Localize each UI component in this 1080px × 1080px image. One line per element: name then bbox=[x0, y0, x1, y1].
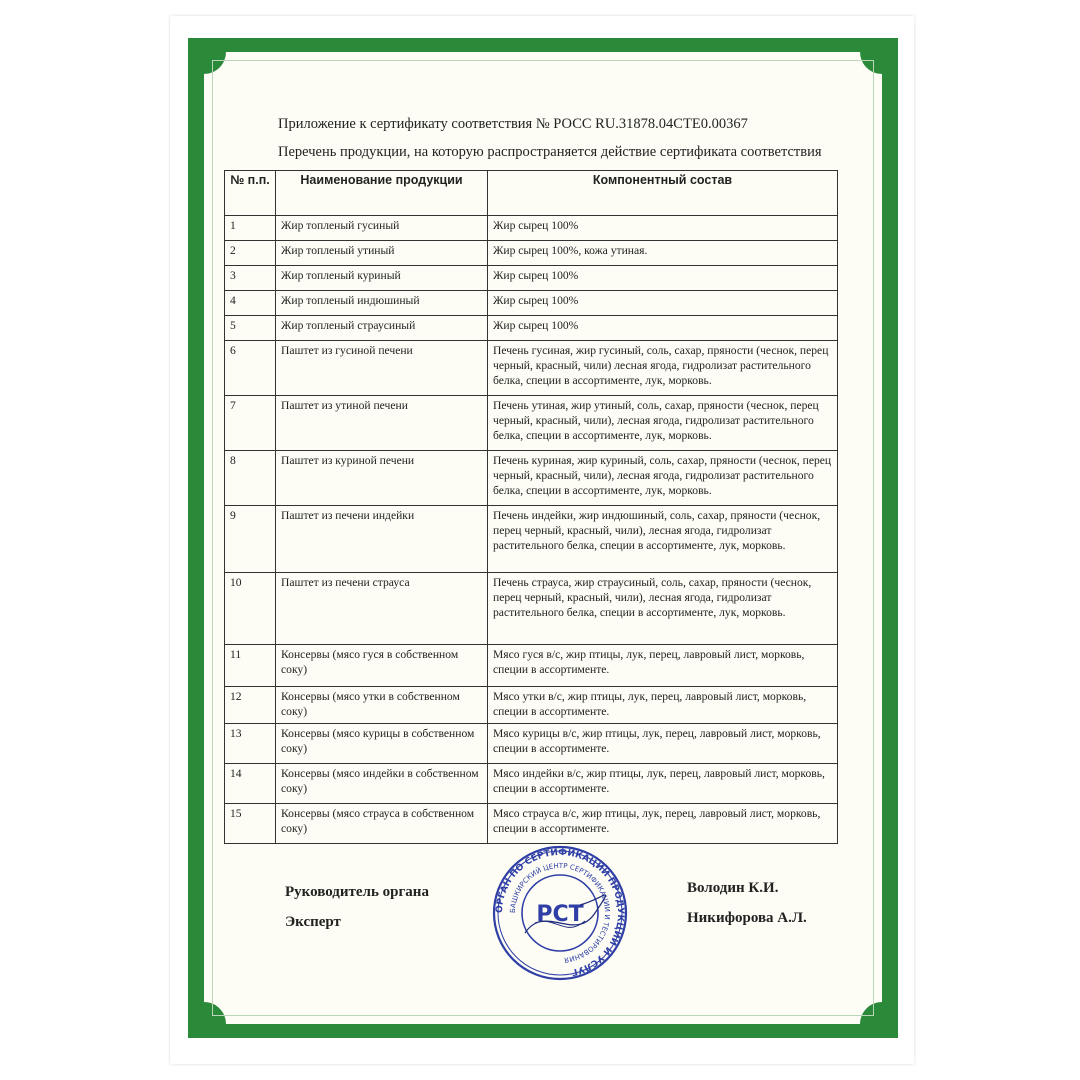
product-name-cell: Паштет из куриной печени bbox=[276, 451, 488, 506]
row-number-cell: 11 bbox=[225, 645, 276, 687]
row-number-cell: 4 bbox=[225, 291, 276, 316]
product-name-cell: Паштет из гусиной печени bbox=[276, 341, 488, 396]
row-number-cell: 10 bbox=[225, 573, 276, 645]
table-row bbox=[225, 724, 838, 764]
composition-cell: Жир сырец 100% bbox=[488, 291, 838, 316]
product-name-cell: Консервы (мясо курицы в собственном соку) bbox=[276, 724, 488, 764]
column-header-number: № п.п. bbox=[225, 171, 276, 216]
product-name-cell: Паштет из печени индейки bbox=[276, 506, 488, 573]
product-name-cell: Жир топленый индюшиный bbox=[276, 291, 488, 316]
row-number-cell: 7 bbox=[225, 396, 276, 451]
table-row bbox=[225, 341, 838, 396]
row-number-cell: 15 bbox=[225, 804, 276, 844]
composition-cell: Печень куриная, жир куриный, соль, сахар, пряности (чеснок, перец черный, красный, чили), лесная ягода, гидролизат растительного белка, специи в ассортименте, лук, морковь. bbox=[488, 451, 838, 506]
composition-cell: Печень индейки, жир индюшиный, соль, сахар, пряности (чеснок, перец черный, красный, чили), лесная ягода, гидролизат растительного белка, специи в ассортименте, лук, морковь. bbox=[488, 506, 838, 573]
table-row bbox=[225, 451, 838, 506]
product-name-cell: Паштет из печени страуса bbox=[276, 573, 488, 645]
composition-cell: Жир сырец 100% bbox=[488, 266, 838, 291]
table-row bbox=[225, 241, 838, 266]
row-number-cell: 6 bbox=[225, 341, 276, 396]
product-name-cell: Жир топленый куриный bbox=[276, 266, 488, 291]
product-name-cell: Консервы (мясо гуся в собственном соку) bbox=[276, 645, 488, 687]
product-name-cell: Консервы (мясо утки в собственном соку) bbox=[276, 687, 488, 724]
table-row bbox=[225, 291, 838, 316]
table-row bbox=[225, 506, 838, 573]
table-row bbox=[225, 645, 838, 687]
row-number-cell: 5 bbox=[225, 316, 276, 341]
stamp-logo: РСТ bbox=[536, 902, 584, 927]
stamp-inner-text: БАШКИРСКИЙ ЦЕНТР СЕРТИФИКАЦИИ И ТЕСТИРОВАНИЯ bbox=[508, 861, 612, 964]
certification-stamp bbox=[485, 843, 635, 983]
table-row bbox=[225, 396, 838, 451]
row-number-cell: 2 bbox=[225, 241, 276, 266]
table-row bbox=[225, 216, 838, 241]
table-row bbox=[225, 266, 838, 291]
product-name-cell: Жир топленый утиный bbox=[276, 241, 488, 266]
product-name-cell: Паштет из утиной печени bbox=[276, 396, 488, 451]
composition-cell: Мясо гуся в/с, жир птицы, лук, перец, лавровый лист, морковь, специи в ассортименте. bbox=[488, 645, 838, 687]
table-row bbox=[225, 764, 838, 804]
composition-cell: Жир сырец 100% bbox=[488, 316, 838, 341]
product-name-cell: Жир топленый страусиный bbox=[276, 316, 488, 341]
row-number-cell: 3 bbox=[225, 266, 276, 291]
composition-cell: Мясо курицы в/с, жир птицы, лук, перец, лавровый лист, морковь, специи в ассортименте. bbox=[488, 724, 838, 764]
product-table bbox=[224, 170, 838, 844]
product-name-cell: Консервы (мясо индейки в собственном соку) bbox=[276, 764, 488, 804]
product-name-cell: Жир топленый гусиный bbox=[276, 216, 488, 241]
certificate-annex-title: Приложение к сертификату соответствия № РОСС RU.31878.04СТЕ0.00367 bbox=[278, 116, 748, 132]
expert-label: Эксперт bbox=[285, 914, 341, 930]
table-row bbox=[225, 687, 838, 724]
row-number-cell: 12 bbox=[225, 687, 276, 724]
row-number-cell: 9 bbox=[225, 506, 276, 573]
column-header-composition: Компонентный состав bbox=[488, 171, 838, 216]
composition-cell: Жир сырец 100%, кожа утиная. bbox=[488, 241, 838, 266]
expert-name: Никифорова А.Л. bbox=[687, 910, 807, 926]
row-number-cell: 13 bbox=[225, 724, 276, 764]
stamp-outer-text: ОРГАН ПО СЕРТИФИКАЦИИ ПРОДУКЦИИ И УСЛУГ bbox=[494, 847, 626, 977]
table-row bbox=[225, 573, 838, 645]
product-list-subtitle: Перечень продукции, на которую распространяется действие сертификата соответствия bbox=[278, 144, 822, 160]
composition-cell: Мясо утки в/с, жир птицы, лук, перец, лавровый лист, морковь, специи в ассортименте. bbox=[488, 687, 838, 724]
head-of-body-label: Руководитель органа bbox=[285, 884, 429, 900]
composition-cell: Мясо индейки в/с, жир птицы, лук, перец, лавровый лист, морковь, специи в ассортименте. bbox=[488, 764, 838, 804]
row-number-cell: 8 bbox=[225, 451, 276, 506]
composition-cell: Жир сырец 100% bbox=[488, 216, 838, 241]
composition-cell: Мясо страуса в/с, жир птицы, лук, перец, лавровый лист, морковь, специи в ассортименте. bbox=[488, 804, 838, 844]
product-name-cell: Консервы (мясо страуса в собственном соку) bbox=[276, 804, 488, 844]
head-of-body-name: Володин К.И. bbox=[687, 880, 779, 896]
composition-cell: Печень страуса, жир страусиный, соль, сахар, пряности (чеснок, перец черный, красный, чили), лесная ягода, гидролизат растительного белка, специи в ассортименте, лук, морковь. bbox=[488, 573, 838, 645]
table-row bbox=[225, 804, 838, 844]
composition-cell: Печень гусиная, жир гусиный, соль, сахар, пряности (чеснок, перец черный, красный, чили) лесная ягода, гидролизат растительного белка, специи в ассортименте, лук, морковь. bbox=[488, 341, 838, 396]
row-number-cell: 14 bbox=[225, 764, 276, 804]
column-header-product: Наименование продукции bbox=[276, 171, 488, 216]
table-row bbox=[225, 316, 838, 341]
row-number-cell: 1 bbox=[225, 216, 276, 241]
composition-cell: Печень утиная, жир утиный, соль, сахар, пряности (чеснок, перец черный, красный, чили), лесная ягода, гидролизат растительного белка, специи в ассортименте, лук, морковь. bbox=[488, 396, 838, 451]
